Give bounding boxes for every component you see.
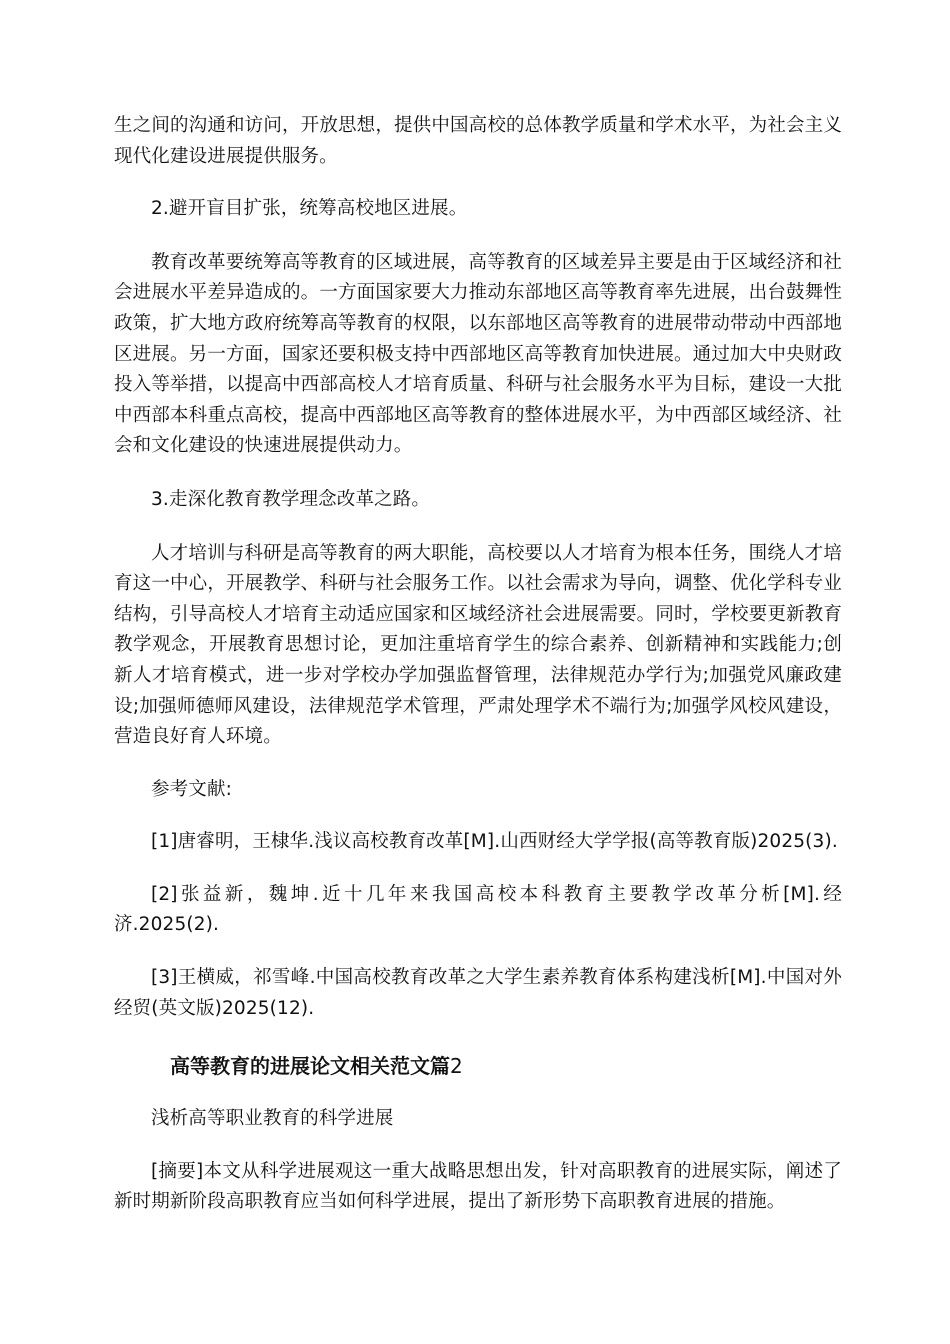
reference-item-3: [3]王横威，祁雪峰.中国高校教育改革之大学生素养教育体系构建浅析[M].中国对外经贸(英文版)2025(12). bbox=[114, 967, 842, 1019]
section-heading-number: 2 bbox=[450, 1054, 463, 1079]
body-paragraph-continuation: 生之间的沟通和访问，开放思想，提供中国高校的总体教学质量和学术水平，为社会主义现代化建设进展提供服务。 bbox=[114, 115, 842, 167]
reference-item-1: [1]唐睿明，王棣华.浅议高校教育改革[M].山西财经大学学报(高等教育版)2025(3). bbox=[151, 831, 838, 853]
article-subtitle: 浅析高等职业教育的科学进展 bbox=[151, 1108, 394, 1130]
body-paragraph-regional: 教育改革要统筹高等教育的区域进展，高等教育的区域差异主要是由于区域经济和社会进展水平差异造成的。一方面国家要大力推动东部地区高等教育率先进展，出台鼓舞性政策，扩大地方政府统筹高等教育的权限，以东部地区高等教育的进展带动带动中西部地区进展。另一方面，国家还要积极支持中西部地区高等教育加快进展。通过加大中央财政投入等举措，以提高中西部高校人才培育质量、科研与社会服务水平为目标，建设一大批中西部本科重点高校，提高中西部地区高等教育的整体进展水平，为中西部区域经济、社会和文化建设的快速进展提供动力。 bbox=[114, 251, 842, 457]
document-page bbox=[114, 111, 842, 1218]
references-label: 参考文献: bbox=[151, 778, 232, 800]
body-paragraph-talent: 人才培训与科研是高等教育的两大职能，高校要以人才培育为根本任务，围绕人才培育这一中心，开展教学、科研与社会服务工作。以社会需求为导向，调整、优化学科专业结构，引导高校人才培育主动适应国家和区域经济社会进展需要。同时，学校要更新教育教学观念，开展教育思想讨论，更加注重培育学生的综合素养、创新精神和实践能力;创新人才培育模式，进一步对学校办学加强监督管理，法律规范办学行为;加强党风廉政建设;加强师德师风建设，法律规范学术管理，严肃处理学术不端行为;加强学风校风建设，营造良好育人环境。 bbox=[114, 542, 842, 748]
section-heading-title: 高等教育的进展论文相关范文篇 bbox=[170, 1054, 450, 1079]
section-point-2: 2.避开盲目扩张，统筹高校地区进展。 bbox=[151, 198, 468, 220]
reference-item-2: [2]张益新，魏坤.近十几年来我国高校本科教育主要教学改革分析[M].经济.2025(2). bbox=[114, 883, 843, 936]
section-heading bbox=[114, 1050, 842, 1082]
section-point-3: 3.走深化教育教学理念改革之路。 bbox=[151, 488, 431, 510]
article-abstract: [摘要]本文从科学进展观这一重大战略思想出发，针对高职教育的进展实际，阐述了新时期新阶段高职教育应当如何科学进展，提出了新形势下高职教育进展的措施。 bbox=[114, 1160, 842, 1213]
